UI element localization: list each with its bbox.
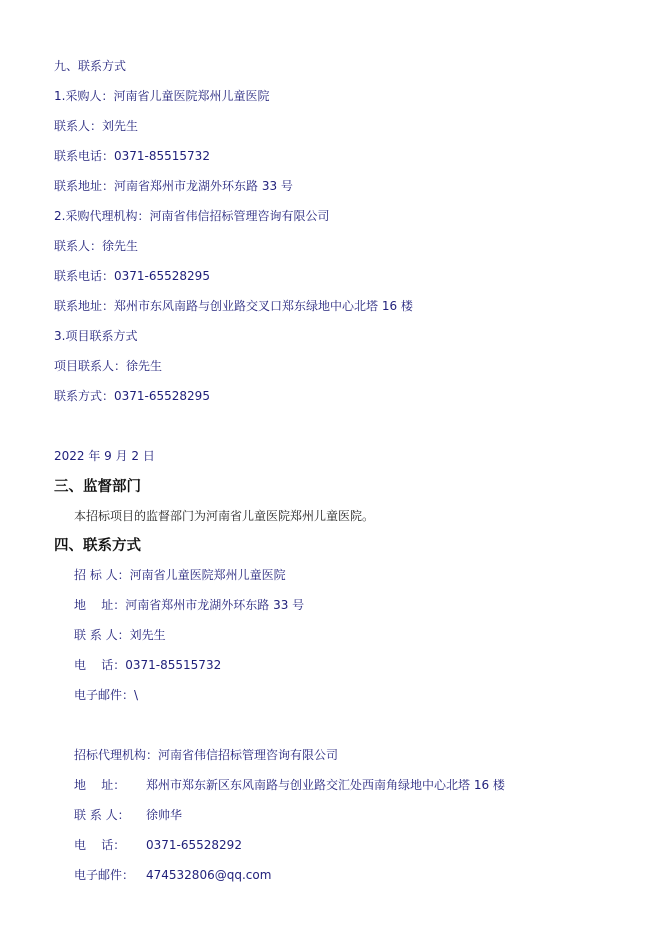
project-heading: 3.项目联系方式 — [54, 329, 138, 343]
purchaser-address: 联系地址：河南省郑州市龙湖外环东路 33 号 — [54, 179, 293, 193]
tenderer-contact-label: 联 系 人： — [74, 628, 130, 642]
agency-name-label: 招标代理机构： — [74, 748, 159, 762]
tenderer-phone-label: 电 话： — [74, 658, 126, 672]
tenderer-name-value: 河南省儿童医院郑州儿童医院 — [129, 568, 286, 582]
purchaser-contact: 联系人：刘先生 — [54, 119, 139, 133]
tenderer-name-label: 招 标 人： — [74, 568, 130, 582]
tenderer-email-value: \ — [134, 688, 139, 702]
agency-name-value: 河南省伟信招标管理咨询有限公司 — [158, 748, 339, 762]
agency-contact-value: 徐帅华 — [146, 808, 183, 822]
agency-phone-value: 0371-65528292 — [146, 838, 242, 852]
agency-phone-row — [74, 837, 242, 853]
section-nine-title: 九、联系方式 — [54, 59, 127, 73]
section-three-title: 三、监督部门 — [54, 478, 141, 495]
agency-email-value[interactable]: 474532806@qq.com — [146, 868, 272, 882]
agency-phone-label: 电 话： — [74, 838, 126, 852]
project-phone: 联系方式：0371-65528295 — [54, 389, 210, 403]
agency-email-label: 电子邮件： — [74, 868, 135, 882]
agency-contact-label: 联 系 人： — [74, 808, 130, 822]
agency-heading: 2.采购代理机构：河南省伟信招标管理咨询有限公司 — [54, 209, 330, 223]
tenderer-email-row — [74, 687, 138, 703]
tenderer-contact-row — [74, 627, 166, 643]
tenderer-phone-row — [74, 657, 221, 673]
agency-address-value: 郑州市郑东新区东风南路与创业路交汇处西南角绿地中心北塔 16 楼 — [146, 778, 505, 792]
tenderer-phone-value: 0371-85515732 — [125, 658, 222, 672]
tenderer-address-value: 河南省郑州市龙湖外环东路 33 号 — [125, 598, 305, 612]
tenderer-name-row — [74, 567, 286, 583]
announcement-date: 2022 年 9 月 2 日 — [54, 449, 155, 463]
agency-name-row — [74, 747, 338, 763]
tenderer-address-row — [74, 597, 304, 613]
purchaser-phone: 联系电话：0371-85515732 — [54, 149, 210, 163]
tenderer-email-label: 电子邮件： — [74, 688, 135, 702]
project-contact: 项目联系人：徐先生 — [54, 359, 163, 373]
tenderer-contact-value: 刘先生 — [129, 628, 166, 642]
agency-email-row — [74, 867, 271, 883]
agency-contact-row — [74, 807, 182, 823]
agency-phone: 联系电话：0371-65528295 — [54, 269, 210, 283]
agency-contact: 联系人：徐先生 — [54, 239, 139, 253]
supervision-text: 本招标项目的监督部门为河南省儿童医院郑州儿童医院。 — [74, 509, 375, 523]
agency-address-label: 地 址： — [74, 778, 126, 792]
tenderer-address-label: 地 址： — [74, 598, 126, 612]
agency-address-row — [74, 777, 505, 793]
section-four-title: 四、联系方式 — [54, 537, 141, 554]
agency-address: 联系地址：郑州市东风南路与创业路交叉口郑东绿地中心北塔 16 楼 — [54, 299, 413, 313]
purchaser-heading: 1.采购人：河南省儿童医院郑州儿童医院 — [54, 89, 270, 103]
